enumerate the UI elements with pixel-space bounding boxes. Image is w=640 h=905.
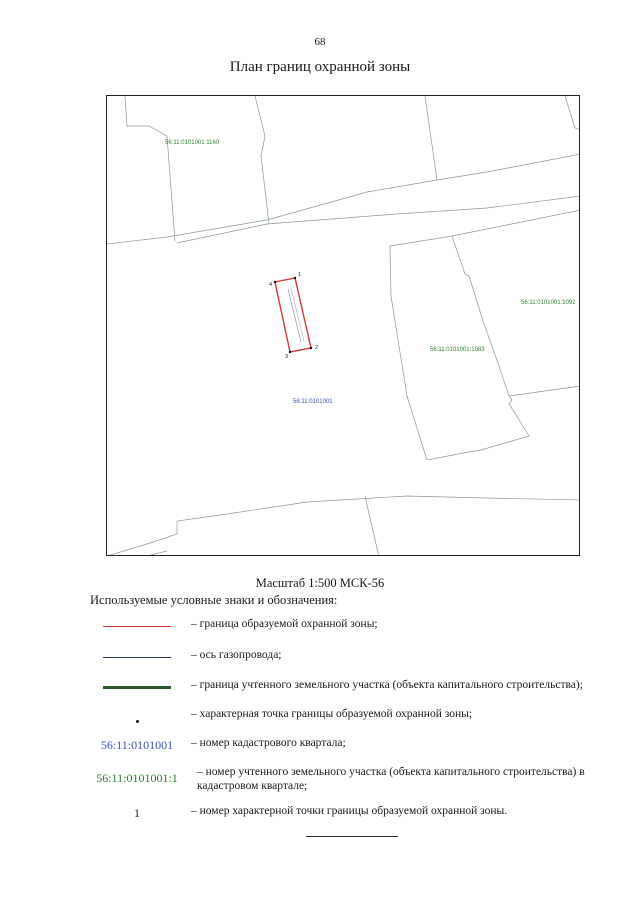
plan-map-drawing xyxy=(107,96,580,556)
legend-text: – номер учтенного земельного участка (объекта капитального строительства) в кадастровом квартале; xyxy=(197,766,585,792)
legend-symbol-blue-line xyxy=(90,645,184,669)
plan-map xyxy=(106,95,580,556)
point-4-label: 4 xyxy=(269,282,273,288)
legend-text: – граница образуемой охранной зоны; xyxy=(191,618,378,630)
point-3-marker xyxy=(289,351,291,353)
scale-label: Масштаб 1:500 МСК-56 xyxy=(255,576,385,590)
road-south-boundary xyxy=(177,196,580,243)
legend-symbol-dot xyxy=(90,704,184,728)
legend-item-gas-axis xyxy=(90,645,610,669)
parcel-label-1083: 56:11:0101001:1083 xyxy=(430,347,485,353)
legend-item-parcel-number xyxy=(90,762,610,794)
quarter-label: 56:11:0101001 xyxy=(293,399,333,405)
parcel-1092-boundary xyxy=(452,210,580,236)
point-2-marker xyxy=(310,347,312,349)
point-4-marker xyxy=(274,281,276,283)
road-bottom-south xyxy=(147,551,167,556)
parcel-1160-boundary xyxy=(125,96,175,241)
legend-item-characteristic-point xyxy=(90,704,610,728)
legend-symbol-text: 1 xyxy=(134,805,140,820)
legend-symbol-point-number xyxy=(90,801,184,825)
legend-symbol-quarter-number xyxy=(90,733,184,757)
legend-symbol-green-line xyxy=(90,675,184,699)
parcel-label-1092: 56:11:0101001:1092 xyxy=(521,300,576,306)
parcel-boundaries xyxy=(107,96,580,556)
bottom-rule xyxy=(306,836,398,837)
legend-symbol-text: 56:11:0101001:1 xyxy=(96,770,178,785)
road-north-boundary xyxy=(107,154,580,244)
parcel-bottom-divider xyxy=(365,496,379,556)
legend-symbol-text: 56:11:0101001 xyxy=(100,737,174,752)
legend-item-zone-boundary xyxy=(90,614,610,638)
legend-symbol-parcel-number xyxy=(90,762,184,794)
legend-item-point-number xyxy=(90,801,610,825)
legend-text: – номер кадастрового квартала; xyxy=(191,737,346,749)
legend-symbol-red-line xyxy=(90,614,184,638)
road-bottom-north xyxy=(107,496,580,556)
gas-pipeline-axis-2 xyxy=(291,288,304,341)
legend-text: – граница учтенного земельного участка (объекта капитального строительства); xyxy=(191,679,583,691)
parcel-1092-south-boundary xyxy=(509,386,580,396)
protected-zone xyxy=(274,277,312,353)
legend-text: – характерная точка границы образуемой охранной зоны; xyxy=(191,708,473,720)
parcel-1160-east-boundary xyxy=(255,96,269,224)
legend-item-parcel-boundary xyxy=(90,675,610,699)
zone-boundary xyxy=(275,278,311,352)
legend-item-quarter-number xyxy=(90,733,610,757)
parcel-ne-boundary-2 xyxy=(565,96,580,130)
parcel-label-1160: 56:11:0101001:1160 xyxy=(165,140,220,146)
legend-text: – номер характерной точки границы образуемой охранной зоны. xyxy=(191,805,508,817)
legend-heading: Используемые условные знаки и обозначения: xyxy=(90,593,338,607)
point-3-label: 3 xyxy=(285,354,289,360)
point-1-marker xyxy=(294,277,296,279)
parcel-ne-boundary xyxy=(425,96,437,180)
page-number: 68 xyxy=(314,36,326,48)
plan-title: План границ охранной зоны xyxy=(229,59,411,75)
point-2-label: 2 xyxy=(315,345,319,351)
point-1-label: 1 xyxy=(298,272,302,278)
legend-text: – ось газопровода; xyxy=(191,649,282,661)
